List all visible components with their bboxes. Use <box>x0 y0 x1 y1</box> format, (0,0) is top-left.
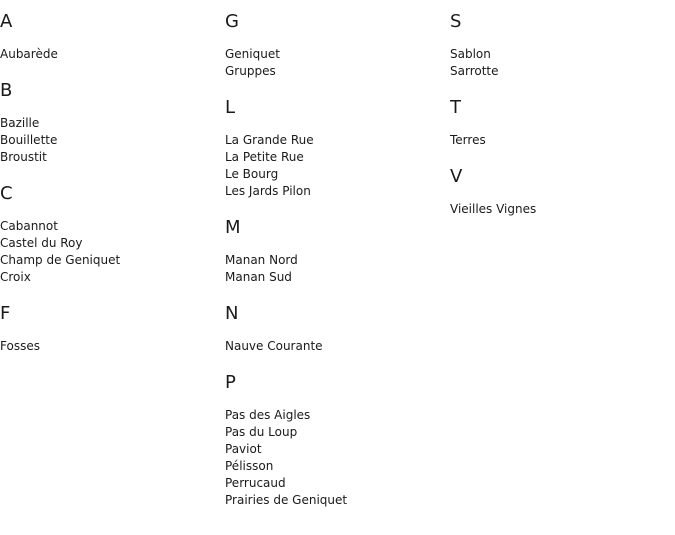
entry-list <box>0 46 220 63</box>
letter-group-c <box>0 183 220 286</box>
letter-group-f <box>0 303 220 355</box>
index-entry-link[interactable]: Broustit <box>0 150 47 164</box>
index-entry-link[interactable]: La Petite Rue <box>225 150 304 164</box>
entry-list <box>225 132 445 200</box>
index-column-2 <box>225 11 445 526</box>
letter-group-s <box>450 11 670 80</box>
index-entry-link[interactable]: Pas des Aigles <box>225 408 311 422</box>
index-entry-link[interactable]: Perrucaud <box>225 476 286 490</box>
letter-group-p <box>225 372 445 509</box>
index-column-1 <box>0 11 220 372</box>
index-entry-link[interactable]: Cabannot <box>0 219 58 233</box>
letter-group-g <box>225 11 445 80</box>
entry-list <box>225 338 445 355</box>
index-entry-link[interactable]: Les Jards Pilon <box>225 184 311 198</box>
entry-list <box>0 115 220 166</box>
index-entry-link[interactable]: Bazille <box>0 116 40 130</box>
letter-heading: C <box>0 183 13 204</box>
letter-group-m <box>225 217 445 286</box>
index-entry-link[interactable]: Paviot <box>225 442 262 456</box>
entry-list <box>450 201 670 218</box>
letter-heading: G <box>225 11 239 32</box>
entry-list <box>0 218 220 286</box>
index-entry-link[interactable]: Sarrotte <box>450 64 499 78</box>
letter-group-b <box>0 80 220 166</box>
letter-heading: P <box>225 372 236 393</box>
entry-list <box>225 407 445 509</box>
letter-heading: V <box>450 166 463 187</box>
index-entry-link[interactable]: Terres <box>450 133 486 147</box>
entry-list <box>0 338 220 355</box>
index-entry-link[interactable]: Fosses <box>0 339 40 353</box>
letter-heading: L <box>225 97 236 118</box>
index-entry-link[interactable]: Geniquet <box>225 47 280 61</box>
index-entry-link[interactable]: Gruppes <box>225 64 276 78</box>
index-entry-link[interactable]: Pélisson <box>225 459 274 473</box>
index-entry-link[interactable]: Le Bourg <box>225 167 279 181</box>
index-column-3 <box>450 11 670 235</box>
index-entry-link[interactable]: Croix <box>0 270 31 284</box>
letter-group-n <box>225 303 445 355</box>
letter-heading: B <box>0 80 13 101</box>
letter-heading: T <box>450 97 461 118</box>
index-entry-link[interactable]: Champ de Geniquet <box>0 253 121 267</box>
index-entry-link[interactable]: Bouillette <box>0 133 58 147</box>
letter-group-l <box>225 97 445 200</box>
index-entry-link[interactable]: Sablon <box>450 47 491 61</box>
index-entry-link[interactable]: Castel du Roy <box>0 236 83 250</box>
index-entry-link[interactable]: Manan Sud <box>225 270 292 284</box>
letter-group-t <box>450 97 670 149</box>
letter-group-a <box>0 11 220 63</box>
index-entry-link[interactable]: Aubarède <box>0 47 58 61</box>
index-entry-link[interactable]: Prairies de Geniquet <box>225 493 348 507</box>
index-entry-link[interactable]: Nauve Courante <box>225 339 323 353</box>
letter-group-v <box>450 166 670 218</box>
index-entry-link[interactable]: Pas du Loup <box>225 425 298 439</box>
entry-list <box>225 252 445 286</box>
letter-heading: A <box>0 11 13 32</box>
letter-heading: M <box>225 217 241 238</box>
entry-list <box>450 132 670 149</box>
entry-list <box>225 46 445 80</box>
index-entry-link[interactable]: Vieilles Vignes <box>450 202 537 216</box>
entry-list <box>450 46 670 80</box>
index-entry-link[interactable]: Manan Nord <box>225 253 298 267</box>
letter-heading: S <box>450 11 462 32</box>
letter-heading: F <box>0 303 11 324</box>
letter-heading: N <box>225 303 239 324</box>
index-entry-link[interactable]: La Grande Rue <box>225 133 314 147</box>
